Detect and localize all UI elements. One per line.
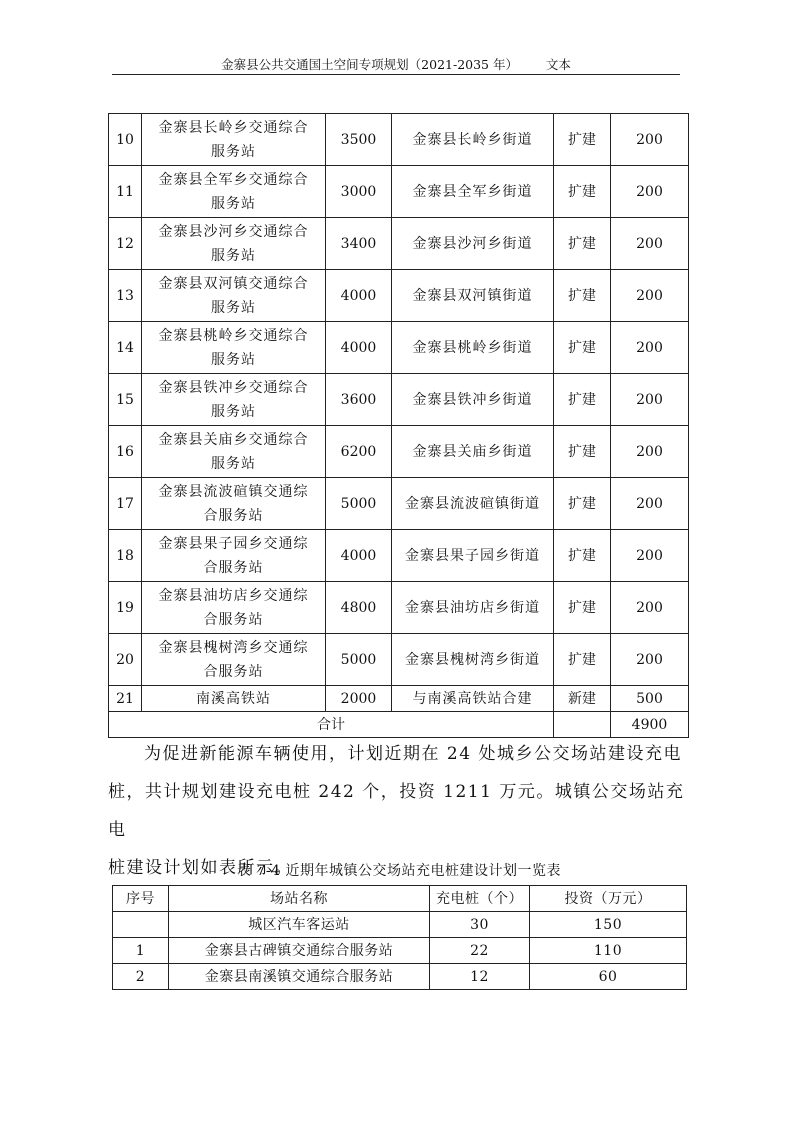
table-row — [109, 270, 689, 322]
cell-type: 扩建 — [554, 166, 611, 218]
cell-type: 新建 — [554, 686, 611, 712]
cell-location: 金寨县双河镇街道 — [392, 270, 554, 322]
table-row — [109, 634, 689, 686]
cell-no: 13 — [109, 270, 142, 322]
cell-name-line-2: 服务站 — [211, 455, 256, 472]
cell-area: 3600 — [326, 374, 392, 426]
cell-name — [142, 218, 326, 270]
table-row — [113, 964, 687, 990]
paragraph-line-2: 桩，共计规划建设充电桩 242 个，投资 1211 万元。城镇公交场站充电 — [108, 782, 685, 840]
cell-piles: 12 — [430, 964, 530, 990]
cell-name-line-2: 服务站 — [211, 299, 256, 316]
cell-name — [142, 166, 326, 218]
cell-name-line-2: 合服务站 — [203, 507, 264, 524]
cell-type: 扩建 — [554, 114, 611, 166]
cell-name — [142, 634, 326, 686]
cell-invest: 200 — [611, 218, 689, 270]
paragraph-line-3: 桩建设计划如表所示。 — [108, 858, 293, 878]
cell-name-line-1: 金寨县油坊店乡交通综 — [158, 587, 309, 604]
table-row — [109, 374, 689, 426]
cell-name — [142, 426, 326, 478]
cell-invest: 200 — [611, 582, 689, 634]
cell-type: 扩建 — [554, 322, 611, 374]
cell-location: 金寨县果子园乡街道 — [392, 530, 554, 582]
cell-no: 10 — [109, 114, 142, 166]
cell-no: 18 — [109, 530, 142, 582]
cell-type: 扩建 — [554, 270, 611, 322]
cell-name-line-2: 合服务站 — [203, 611, 264, 628]
header-name: 场站名称 — [169, 886, 430, 912]
cell-no: 17 — [109, 478, 142, 530]
cell-name-line-2: 合服务站 — [203, 559, 264, 576]
cell-piles: 30 — [430, 912, 530, 938]
table-row — [109, 478, 689, 530]
table-row — [109, 582, 689, 634]
cell-location: 金寨县槐树湾乡街道 — [392, 634, 554, 686]
cell-name-line-1: 金寨县槐树湾乡交通综 — [158, 639, 309, 656]
cell-name — [142, 478, 326, 530]
cell-invest: 200 — [611, 478, 689, 530]
cell-area: 4800 — [326, 582, 392, 634]
station-table — [108, 113, 689, 738]
cell-area: 3400 — [326, 218, 392, 270]
cell-name-line-2: 服务站 — [211, 143, 256, 160]
table-row — [109, 322, 689, 374]
total-row — [109, 712, 689, 738]
cell-name-line-1: 金寨县关庙乡交通综合 — [158, 431, 309, 448]
cell-type: 扩建 — [554, 478, 611, 530]
cell-name-line-1: 金寨县果子园乡交通综 — [158, 535, 309, 552]
cell-no: 14 — [109, 322, 142, 374]
cell-area: 3000 — [326, 166, 392, 218]
cell-location: 与南溪高铁站合建 — [392, 686, 554, 712]
cell-type: 扩建 — [554, 582, 611, 634]
cell-area: 5000 — [326, 634, 392, 686]
cell-location: 金寨县桃岭乡街道 — [392, 322, 554, 374]
total-empty-cell — [554, 712, 611, 738]
cell-location: 金寨县关庙乡街道 — [392, 426, 554, 478]
cell-invest: 200 — [611, 166, 689, 218]
cell-invest: 200 — [611, 270, 689, 322]
cell-no: 11 — [109, 166, 142, 218]
charging-table — [112, 885, 687, 990]
cell-name-line-2: 服务站 — [211, 351, 256, 368]
cell-name: 南溪高铁站 — [142, 686, 326, 712]
cell-no: 21 — [109, 686, 142, 712]
cell-location: 金寨县铁冲乡街道 — [392, 374, 554, 426]
table-caption: 表 7-4 近期年城镇公交场站充电桩建设计划一览表 — [237, 863, 561, 879]
cell-name-line-2: 服务站 — [211, 195, 256, 212]
header-no: 序号 — [113, 886, 169, 912]
total-label: 合计 — [109, 712, 554, 738]
table-row — [113, 912, 687, 938]
cell-name-line-1: 金寨县双河镇交通综合 — [158, 275, 309, 292]
table-row — [113, 938, 687, 964]
cell-no: 15 — [109, 374, 142, 426]
cell-invest: 200 — [611, 634, 689, 686]
cell-type: 扩建 — [554, 426, 611, 478]
cell-name-line-2: 服务站 — [211, 247, 256, 264]
table-header-row — [113, 886, 687, 912]
cell-name — [142, 270, 326, 322]
cell-name-line-1: 金寨县全军乡交通综合 — [158, 171, 309, 188]
cell-name-line-1: 金寨县长岭乡交通综合 — [158, 119, 309, 136]
cell-invest: 200 — [611, 322, 689, 374]
cell-type: 扩建 — [554, 530, 611, 582]
table-row — [109, 114, 689, 166]
header-divider — [112, 74, 680, 75]
cell-invest: 200 — [611, 426, 689, 478]
page-header — [112, 58, 680, 74]
cell-area: 2000 — [326, 686, 392, 712]
cell-no: 16 — [109, 426, 142, 478]
cell-invest: 60 — [530, 964, 687, 990]
cell-name — [142, 530, 326, 582]
cell-area: 4000 — [326, 530, 392, 582]
cell-name-line-1: 金寨县沙河乡交通综合 — [158, 223, 309, 240]
cell-name — [142, 582, 326, 634]
cell-invest: 110 — [530, 938, 687, 964]
station-table-body — [109, 114, 689, 686]
cell-type: 扩建 — [554, 374, 611, 426]
cell-area: 5000 — [326, 478, 392, 530]
cell-name — [142, 374, 326, 426]
cell-invest: 150 — [530, 912, 687, 938]
cell-no: 20 — [109, 634, 142, 686]
total-value: 4900 — [611, 712, 689, 738]
cell-name-line-2: 合服务站 — [203, 663, 264, 680]
cell-invest: 200 — [611, 530, 689, 582]
cell-no: 19 — [109, 582, 142, 634]
table-row — [109, 426, 689, 478]
cell-invest: 200 — [611, 114, 689, 166]
cell-name: 城区汽车客运站 — [169, 912, 430, 938]
cell-area: 3500 — [326, 114, 392, 166]
cell-location: 金寨县流波碹镇街道 — [392, 478, 554, 530]
cell-location: 金寨县沙河乡街道 — [392, 218, 554, 270]
cell-name-line-1: 金寨县铁冲乡交通综合 — [158, 379, 309, 396]
charging-table-body — [113, 912, 687, 990]
paragraph-line-1: 为促进新能源车辆使用，计划近期在 24 处城乡公交场站建设充电 — [144, 744, 682, 764]
cell-invest: 500 — [611, 686, 689, 712]
cell-area: 4000 — [326, 270, 392, 322]
cell-no — [113, 912, 169, 938]
table-row — [109, 530, 689, 582]
cell-name-line-1: 金寨县流波碹镇交通综 — [158, 483, 309, 500]
cell-name: 金寨县南溪镇交通综合服务站 — [169, 964, 430, 990]
header-invest: 投资（万元） — [530, 886, 687, 912]
cell-type: 扩建 — [554, 218, 611, 270]
cell-area: 4000 — [326, 322, 392, 374]
cell-location: 金寨县长岭乡街道 — [392, 114, 554, 166]
cell-type: 扩建 — [554, 634, 611, 686]
cell-location: 金寨县全军乡街道 — [392, 166, 554, 218]
cell-area: 6200 — [326, 426, 392, 478]
cell-no: 1 — [113, 938, 169, 964]
cell-name-line-1: 金寨县桃岭乡交通综合 — [158, 327, 309, 344]
table-row — [109, 218, 689, 270]
cell-invest: 200 — [611, 374, 689, 426]
table-row — [109, 166, 689, 218]
cell-location: 金寨县油坊店乡街道 — [392, 582, 554, 634]
cell-piles: 22 — [430, 938, 530, 964]
cell-no: 2 — [113, 964, 169, 990]
header-piles: 充电桩（个） — [430, 886, 530, 912]
cell-no: 12 — [109, 218, 142, 270]
cell-name: 金寨县古碑镇交通综合服务站 — [169, 938, 430, 964]
cell-name — [142, 322, 326, 374]
cell-name-line-2: 服务站 — [211, 403, 256, 420]
table-row — [109, 686, 689, 712]
header-section: 文本 — [545, 57, 571, 72]
cell-name — [142, 114, 326, 166]
header-title: 金寨县公共交通国土空间专项规划（2021-2035 年） — [221, 57, 518, 72]
